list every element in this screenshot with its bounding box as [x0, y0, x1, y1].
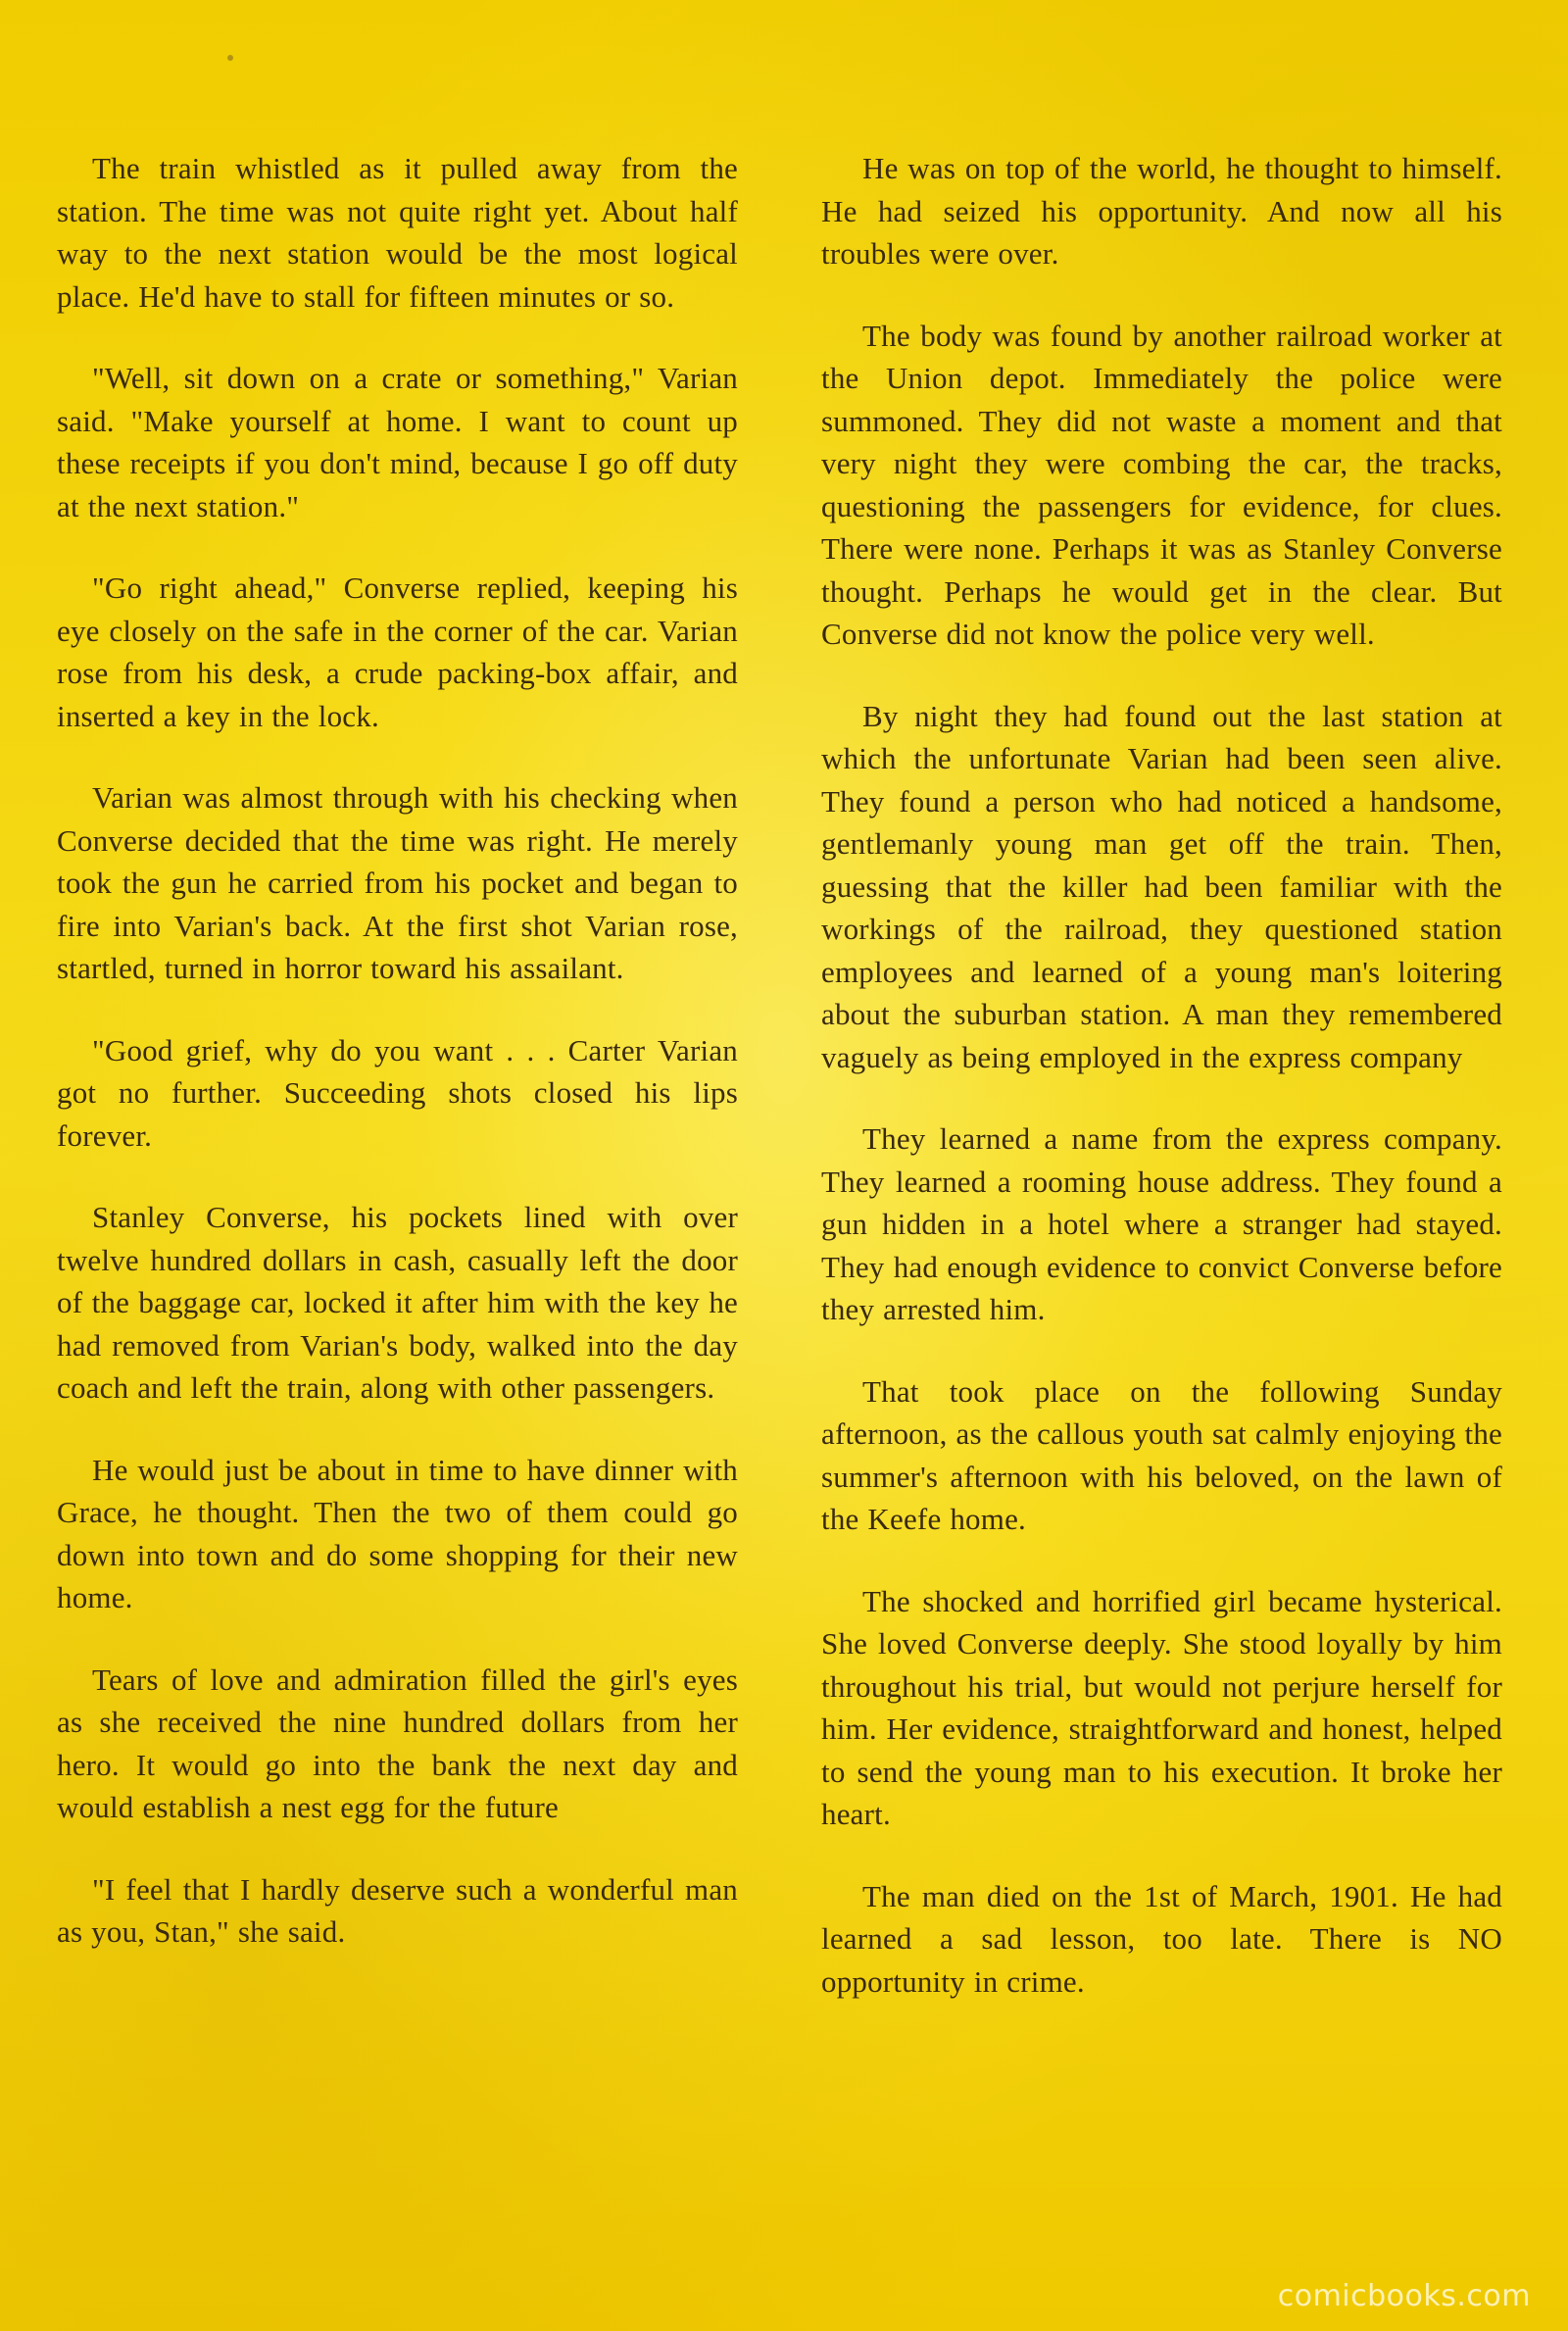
paragraph: They learned a name from the express company. They learned a rooming house address. They found a gun hidden in a hotel where a stranger had stayed. They had enough evidence to convict Converse before they arrested him. [821, 1121, 1502, 1326]
watermark: comicbooks.com [1277, 2279, 1531, 2313]
ink-speck [227, 55, 233, 61]
paragraph: That took place on the following Sunday afternoon, as the callous youth sat calmly enjoying the summer's afternoon with his beloved, on the lawn of the Keefe home. [821, 1373, 1502, 1536]
paragraph: The train whistled as it pulled away from the station. The time was not quite right yet. About half way to the next station would be the most logical place. He'd have to stall for fifteen minutes or so. [57, 151, 738, 314]
paragraph: He would just be about in time to have dinner with Grace, he thought. Then the two of them could go down into town and do some shopping for their new home. [57, 1452, 738, 1614]
left-text-column [57, 147, 738, 1993]
paragraph: "Well, sit down on a crate or something," Varian said. "Make yourself at home. I want to count up these receipts if you don't mind, because I go off duty at the next station." [57, 361, 738, 523]
paragraph: Stanley Converse, his pockets lined with over twelve hundred dollars in cash, casually left the door of the baggage car, locked it after him with the key he had removed from Varian's body, walked into the day coach and left the train, along with other passengers. [57, 1200, 738, 1405]
paragraph: By night they had found out the last station at which the unfortunate Varian had been seen alive. They found a person who had noticed a handsome, gentlemanly young man get off the train. Then, guessing that the killer had been familiar with the workings of the railroad, they questioned station employees and learned of a young man's loitering about the suburban station. A man they remembered vaguely as being employed in the express company [821, 698, 1502, 1074]
paragraph: "I feel that I hardly deserve such a wonderful man as you, Stan," she said. [57, 1871, 738, 1949]
paragraph: Varian was almost through with his checking when Converse decided that the time was right. He merely took the gun he carried from his pocket and began to fire into Varian's back. At the first shot Varian rose, startled, turned in horror toward his assailant. [57, 780, 738, 985]
paragraph: He was on top of the world, he thought to himself. He had seized his opportunity. And now all his troubles were over. [821, 151, 1502, 271]
paragraph: "Good grief, why do you want . . . Carter Varian got no further. Succeeding shots closed his lips forever. [57, 1032, 738, 1153]
paragraph: The shocked and horrified girl became hysterical. She loved Converse deeply. She stood loyally by him throughout his trial, but would not perjure herself for him. Her evidence, straightforward and honest, helped to send the young man to his execution. It broke her heart. [821, 1583, 1502, 1831]
paragraph: The man died on the 1st of March, 1901. He had learned a sad lesson, too late. There is NO opportunity in crime. [821, 1878, 1502, 1999]
paragraph: Tears of love and admiration filled the girl's eyes as she received the nine hundred dollars from her hero. It would go into the bank the next day and would establish a nest egg for the future [57, 1661, 738, 1824]
right-text-column [821, 147, 1502, 2042]
paragraph: The body was found by another railroad worker at the Union depot. Immediately the police were summoned. They did not waste a moment and that very night they were combing the car, the tracks, questioning the passengers for evidence, for clues. There were none. Perhaps it was as Stanley Converse thought. Perhaps he would get in the clear. But Converse did not know the police very well. [821, 318, 1502, 651]
paragraph: "Go right ahead," Converse replied, keeping his eye closely on the safe in the corner of the car. Varian rose from his desk, a crude packing-box affair, and inserted a key in the lock. [57, 570, 738, 733]
